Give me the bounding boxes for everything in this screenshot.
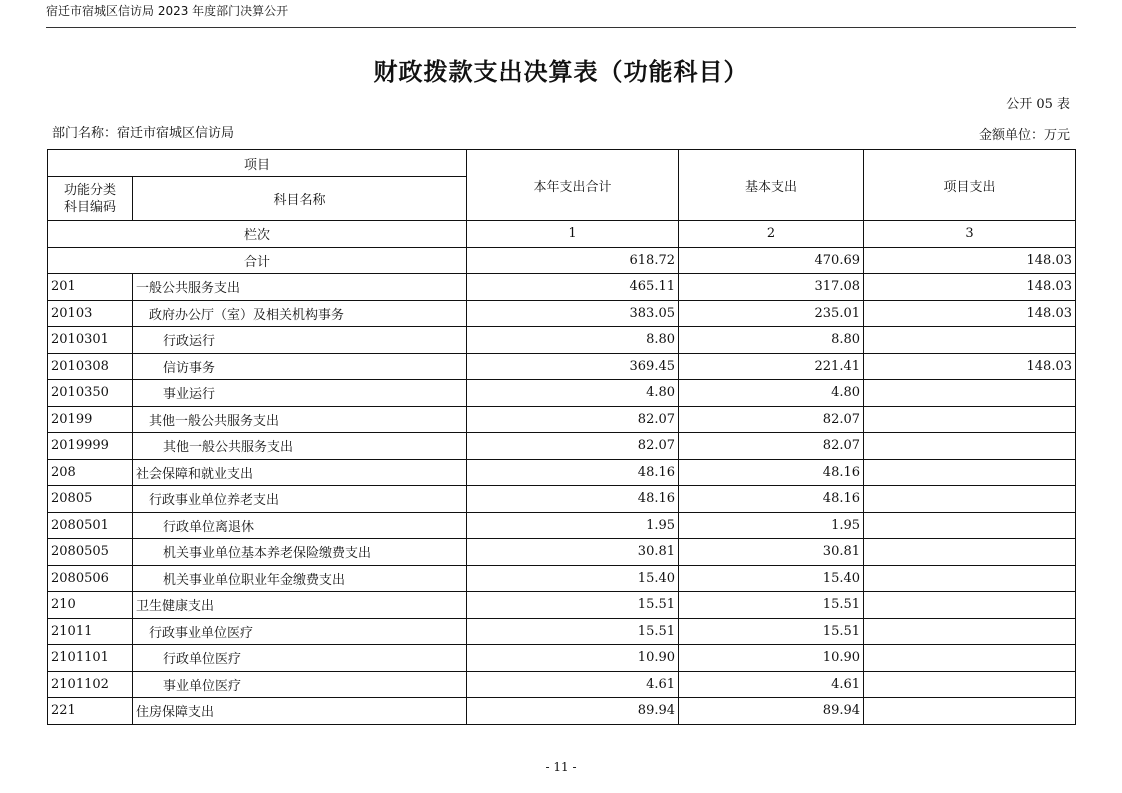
cell-basic: 48.16 [679,486,864,513]
cell-project [864,645,1076,672]
cell-project: 148.03 [864,274,1076,301]
cell-basic: 15.40 [679,565,864,592]
cell-name: 事业运行 [133,380,467,407]
table-row [48,539,1076,566]
table-row [48,327,1076,354]
cell-basic: 30.81 [679,539,864,566]
cell-code: 210 [48,592,133,619]
cell-name: 行政单位医疗 [133,645,467,672]
cell-code: 2019999 [48,433,133,460]
cell-project [864,698,1076,725]
cell-project [864,539,1076,566]
cell-total: 10.90 [467,645,679,672]
cell-total: 89.94 [467,698,679,725]
cell-basic: 89.94 [679,698,864,725]
cell-project [864,671,1076,698]
header-rule [46,27,1076,28]
sum-project: 148.03 [864,247,1076,274]
sequence-row [48,221,1076,248]
cell-name: 卫生健康支出 [133,592,467,619]
table-row [48,406,1076,433]
cell-code: 20103 [48,300,133,327]
cell-code: 201 [48,274,133,301]
header-basic: 基本支出 [679,150,864,221]
cell-basic: 15.51 [679,592,864,619]
cell-total: 48.16 [467,486,679,513]
table-row [48,300,1076,327]
cell-name: 住房保障支出 [133,698,467,725]
table-row [48,512,1076,539]
cell-basic: 82.07 [679,433,864,460]
cell-basic: 235.01 [679,300,864,327]
cell-basic: 4.80 [679,380,864,407]
cell-total: 82.07 [467,406,679,433]
cell-basic: 82.07 [679,406,864,433]
cell-project [864,327,1076,354]
cell-project: 148.03 [864,353,1076,380]
cell-total: 8.80 [467,327,679,354]
cell-total: 4.61 [467,671,679,698]
header-row-1 [48,150,1076,177]
cell-total: 1.95 [467,512,679,539]
cell-name: 行政事业单位医疗 [133,618,467,645]
cell-project [864,512,1076,539]
cell-project [864,565,1076,592]
cell-project [864,592,1076,619]
cell-name: 社会保障和就业支出 [133,459,467,486]
department-name: 部门名称：宿迁市宿城区信访局 [52,126,235,141]
cell-basic: 15.51 [679,618,864,645]
cell-total: 82.07 [467,433,679,460]
amount-unit: 金额单位：万元 [978,128,1070,143]
cell-basic: 48.16 [679,459,864,486]
cell-project [864,486,1076,513]
table-row [48,565,1076,592]
header-name: 科目名称 [133,177,467,221]
cell-total: 383.05 [467,300,679,327]
cell-code: 2010350 [48,380,133,407]
cell-name: 行政运行 [133,327,467,354]
cell-code: 2080501 [48,512,133,539]
cell-name: 行政事业单位养老支出 [133,486,467,513]
table-row [48,486,1076,513]
sequence-3: 3 [864,221,1076,248]
sequence-1: 1 [467,221,679,248]
table-title: 财政拨款支出决算表（功能科目） [373,58,749,86]
sum-basic: 470.69 [679,247,864,274]
cell-name: 一般公共服务支出 [133,274,467,301]
cell-name: 其他一般公共服务支出 [133,406,467,433]
cell-code: 20805 [48,486,133,513]
sum-row [48,247,1076,274]
form-number: 公开 05 表 [1006,97,1070,112]
cell-name: 行政单位离退休 [133,512,467,539]
cell-project [864,433,1076,460]
cell-code: 208 [48,459,133,486]
cell-total: 30.81 [467,539,679,566]
table-row [48,592,1076,619]
cell-name: 事业单位医疗 [133,671,467,698]
cell-project [864,459,1076,486]
table-row [48,274,1076,301]
cell-project [864,618,1076,645]
cell-code: 221 [48,698,133,725]
cell-total: 48.16 [467,459,679,486]
cell-code: 2010301 [48,327,133,354]
table-row [48,459,1076,486]
cell-code: 21011 [48,618,133,645]
sum-total: 618.72 [467,247,679,274]
cell-project: 148.03 [864,300,1076,327]
cell-total: 4.80 [467,380,679,407]
cell-total: 15.51 [467,618,679,645]
cell-basic: 1.95 [679,512,864,539]
cell-code: 2010308 [48,353,133,380]
header-code: 功能分类 科目编码 [48,177,133,221]
cell-total: 369.45 [467,353,679,380]
cell-basic: 8.80 [679,327,864,354]
cell-name: 政府办公厅（室）及相关机构事务 [133,300,467,327]
cell-project [864,380,1076,407]
cell-basic: 4.61 [679,671,864,698]
sequence-label: 栏次 [48,221,467,248]
cell-name: 信访事务 [133,353,467,380]
cell-basic: 221.41 [679,353,864,380]
cell-total: 465.11 [467,274,679,301]
cell-name: 其他一般公共服务支出 [133,433,467,460]
table-row [48,645,1076,672]
table-row [48,380,1076,407]
header-total: 本年支出合计 [467,150,679,221]
cell-basic: 317.08 [679,274,864,301]
cell-name: 机关事业单位职业年金缴费支出 [133,565,467,592]
page-number: - 11 - [545,760,577,774]
table-row [48,671,1076,698]
header-project: 项目支出 [864,150,1076,221]
cell-code: 2101102 [48,671,133,698]
header-item: 项目 [48,150,467,177]
cell-code: 2101101 [48,645,133,672]
cell-basic: 10.90 [679,645,864,672]
sequence-2: 2 [679,221,864,248]
cell-project [864,406,1076,433]
table-row [48,698,1076,725]
sum-label: 合计 [48,247,467,274]
table-row [48,353,1076,380]
cell-code: 2080506 [48,565,133,592]
cell-code: 20199 [48,406,133,433]
cell-total: 15.40 [467,565,679,592]
expenditure-table [47,149,1076,725]
cell-total: 15.51 [467,592,679,619]
cell-code: 2080505 [48,539,133,566]
table-row [48,433,1076,460]
cell-name: 机关事业单位基本养老保险缴费支出 [133,539,467,566]
table-row [48,618,1076,645]
document-header: 宿迁市宿城区信访局 2023 年度部门决算公开 [46,4,289,18]
